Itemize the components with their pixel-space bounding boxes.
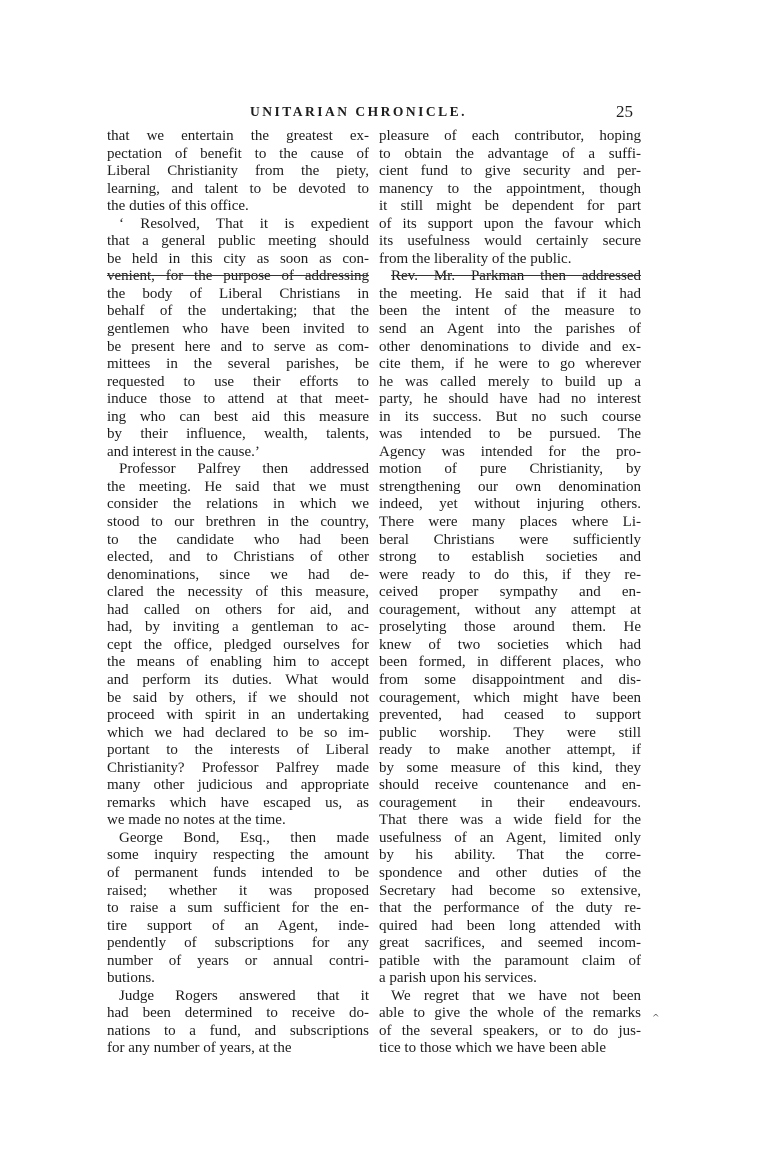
text-line: some inquiry respecting the amount [107,847,369,864]
text-line: couragement in their endeavours. [379,794,641,811]
text-line: mittees in the several parishes, be [107,356,369,373]
text-line: had called on others for aid, and [107,601,369,618]
text-line: ‘ Resolved, That it is expedient [119,215,369,232]
text-line: be said by others, if we should not [107,689,369,706]
text-line: pleasure of each contributor, hoping [379,128,641,144]
text-line: pendently of subscriptions for any [107,935,369,952]
text-line: be held in this city as soon as con- [107,250,369,267]
text-line: had been determined to receive do- [107,1005,369,1022]
text-line: couragement, without any attempt at [379,601,641,618]
text-line: other denominations to divide and ex- [379,338,641,355]
text-line: able to give the whole of the remarks [379,1005,641,1022]
text-line: consider the relations in which we [107,496,369,513]
text-line: prevented, had ceased to support [379,707,641,724]
text-line: knew of two societies which had [379,636,641,653]
text-line: send an Agent into the parishes of [379,321,641,338]
text-line: of its support upon the favour which [379,215,641,232]
text-line: had, by inviting a gentleman to ac- [107,619,369,636]
text-line: ing who can best aid this measure [107,408,369,425]
text-line: raised; whether it was proposed [107,882,369,899]
text-line: to raise a sum sufficient for the en- [107,900,369,917]
text-line: of the several speakers, or to do jus- [379,1022,641,1039]
text-line: party, he should have had no interest [379,391,641,408]
text-line: quired had been long attended with [379,917,641,934]
text-line: spondence and other duties of the [379,864,641,881]
text-line: proselyting those around them. He [379,619,641,636]
text-line: the meeting. He said that if it had [379,285,641,302]
text-line: strengthening our own denomination [379,478,641,495]
text-line: and perform its duties. What would [107,671,369,688]
text-line: were ready to do this, if they re- [379,566,641,583]
text-line: Secretary had become so extensive, [379,882,641,899]
right-column [379,128,641,1058]
text-line: ceived proper sympathy and en- [379,584,641,601]
text-line: indeed, yet without injuring others. [379,496,641,513]
text-line: motion of pure Christianity, by [379,461,641,478]
text-line: stood to our brethren in the country, [107,514,369,531]
text-line: nations to a fund, and subscriptions [107,1022,369,1039]
text-line: from some disappointment and dis- [379,671,641,688]
text-line: butions. [107,970,155,987]
text-line: manency to the appointment, though [379,180,641,197]
text-line: elected, and to Christians of other [107,549,369,566]
text-line: been the intent of the measure to [379,303,641,320]
text-line: proceed with spirit in an undertaking [107,707,369,724]
text-line: that a general public meeting should [107,233,369,250]
text-line: remarks which have escaped us, as [107,794,369,811]
text-line: portant to the interests of Liberal [107,742,369,759]
text-line: tice to those which we have been able [379,1040,606,1057]
text-line: by some measure of this kind, they [379,759,641,776]
text-line: to the candidate who had been [107,531,369,548]
text-line: number of years or annual contri- [107,952,369,969]
text-line: Professor Palfrey then addressed [119,461,369,478]
text-line: public worship. They were still [379,724,641,741]
text-line: its usefulness would certainly secure [379,233,641,250]
text-line: from the liberality of the public. [379,250,572,267]
text-line: the body of Liberal Christians in [107,285,369,302]
text-line: that the performance of the duty re- [379,900,641,917]
text-line: pectation of benefit to the cause of [107,145,369,162]
text-line: great sacrifices, and seemed incom- [379,935,641,952]
text-line: should receive countenance and en- [379,777,641,794]
text-line: of permanent funds intended to be [107,864,369,881]
text-line: Judge Rogers answered that it [119,987,369,1004]
text-line: strong to establish societies and [379,549,641,566]
text-line: ready to make another attempt, if [379,742,641,759]
text-line: cient fund to give security and per- [379,163,641,180]
text-line: cite them, if he were to go wherever [379,356,641,373]
text-line: learning, and talent to be devoted to [107,180,369,197]
text-line: was intended to be pursued. The [379,426,641,443]
text-line: he was called merely to build up a [379,373,641,390]
text-line: the means of enabling him to accept [107,654,369,671]
text-line: usefulness of an Agent, limited only [379,829,641,846]
text-line: denominations, since we had de- [107,566,369,583]
text-line: to obtain the advantage of a suffi- [379,145,641,162]
text-line: by his ability. That the corre- [379,847,641,864]
text-line: it still might be dependent for part [379,198,641,215]
text-line: tire support of an Agent, inde- [107,917,369,934]
left-column [107,128,369,1058]
text-line: the duties of this office. [107,198,249,215]
text-line: that we entertain the greatest ex- [107,128,369,144]
running-head [0,104,775,126]
text-line: clared the necessity of this measure, [107,584,369,601]
text-line: which we had declared to be so im- [107,724,369,741]
text-line: George Bond, Esq., then made [119,829,369,846]
text-line: in its success. But no such course [379,408,641,425]
text-line: That there was a wide field for the [379,812,641,829]
running-title: UNITARIAN CHRONICLE. [250,104,468,119]
text-line: cept the office, pledged ourselves for [107,636,369,653]
page-number: 25 [616,102,633,121]
text-line: venient, for the purpose of addressing [107,268,369,285]
text-line: couragement, which might have been [379,689,641,706]
text-line: by their influence, wealth, talents, [107,426,369,443]
text-line: patible with the paramount claim of [379,952,641,969]
text-line: Christianity? Professor Palfrey made [107,759,369,776]
text-line: induce those to attend at that meet- [107,391,369,408]
text-line: Liberal Christianity from the piety, [107,163,369,180]
text-line: a parish upon his services. [379,970,537,987]
text-line: the meeting. He said that we must [107,478,369,495]
text-line: Rev. Mr. Parkman then addressed [391,268,641,285]
text-line: requested to use their efforts to [107,373,369,390]
text-line: for any number of years, at the [107,1040,292,1057]
text-line: gentlemen who have been invited to [107,321,369,338]
text-line: been formed, in different places, who [379,654,641,671]
text-line: We regret that we have not been [391,987,641,1004]
text-line: and interest in the cause.’ [107,443,260,460]
text-line: Agency was intended for the pro- [379,443,641,460]
text-line: There were many places where Li- [379,514,641,531]
text-line: we made no notes at the time. [107,812,286,829]
text-line: many other judicious and appropriate [107,777,369,794]
text-line: be present here and to serve as com- [107,338,369,355]
text-line: behalf of the undertaking; that the [107,303,369,320]
text-line: beral Christians were sufficiently [379,531,641,548]
margin-mark: ^ [652,1014,660,1024]
